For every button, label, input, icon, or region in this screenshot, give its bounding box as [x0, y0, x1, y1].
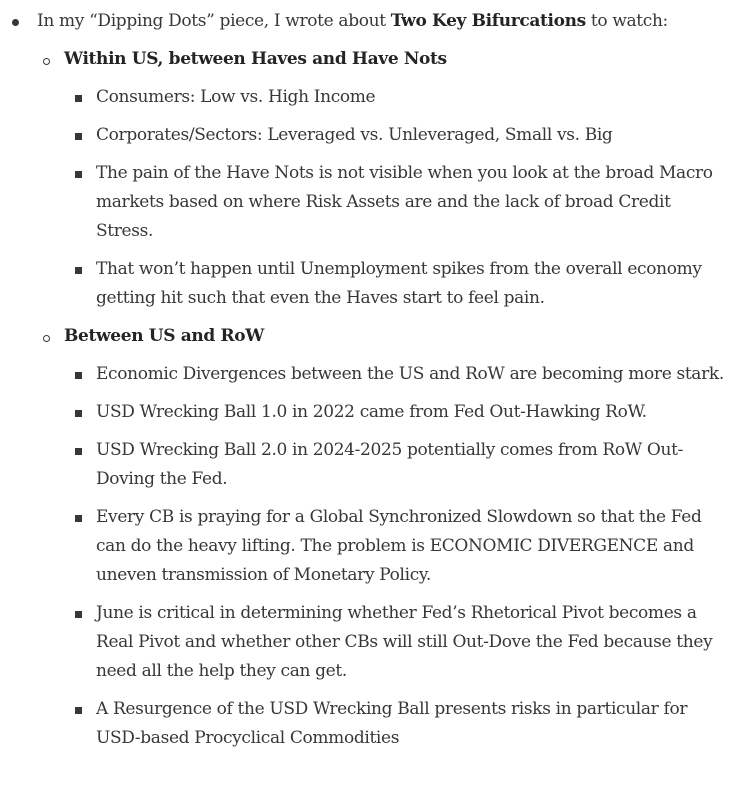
list-item-text: A Resurgence of the USD Wrecking Ball presents risks in particular for USD-based Procyclical Commodities — [96, 699, 688, 748]
list-item-text: USD Wrecking Ball 1.0 in 2022 came from Fed Out-Hawking RoW. — [96, 402, 647, 422]
list-item — [64, 159, 742, 246]
list-item-text: Corporates/Sectors: Leveraged vs. Unleveraged, Small vs. Big — [96, 125, 613, 145]
square-bullet-icon — [75, 372, 82, 379]
square-bullet-icon — [75, 171, 82, 178]
square-bullet-icon — [75, 410, 82, 417]
list-item — [64, 695, 742, 753]
square-bullet-icon — [75, 133, 82, 140]
section-items — [32, 360, 742, 753]
section-within-us — [32, 45, 742, 313]
square-bullet-icon — [75, 611, 82, 618]
section-heading: Between US and RoW — [64, 326, 265, 346]
hollow-circle-bullet-icon — [43, 335, 50, 342]
list-item — [64, 121, 742, 150]
list-item-text: USD Wrecking Ball 2.0 in 2024-2025 potentially comes from RoW Out-Doving the Fed. — [96, 440, 683, 489]
list-item — [64, 436, 742, 494]
intro-prefix: In my “Dipping Dots” piece, I wrote about — [37, 11, 391, 31]
list-item — [64, 360, 742, 389]
square-bullet-icon — [75, 267, 82, 274]
list-item — [64, 255, 742, 313]
list-item-text: Consumers: Low vs. High Income — [96, 87, 376, 107]
square-bullet-icon — [75, 707, 82, 714]
section-us-vs-row — [32, 322, 742, 753]
intro-suffix: to watch: — [585, 11, 668, 31]
hollow-circle-bullet-icon — [43, 58, 50, 65]
intro-bold: Two Key Bifurcations — [390, 11, 586, 31]
square-bullet-icon — [75, 95, 82, 102]
list-item-text: That won’t happen until Unemployment spikes from the overall economy getting hit such that even the Haves start to feel pain. — [96, 259, 702, 308]
filled-circle-bullet-icon — [12, 19, 19, 26]
section-items — [32, 83, 742, 313]
section-heading: Within US, between Haves and Have Nots — [64, 49, 447, 69]
list-item-text: The pain of the Have Nots is not visible when you look at the broad Macro markets based on where Risk Assets are and the lack of broad Credit Stress. — [96, 163, 713, 241]
list-item-text: June is critical in determining whether Fed’s Rhetorical Pivot becomes a Real Pivot and whether other CBs will still Out-Dove the Fed because they need all the help they can get. — [96, 603, 713, 681]
list-item — [64, 83, 742, 112]
sublist-bifurcations — [0, 45, 742, 753]
square-bullet-icon — [75, 515, 82, 522]
list-item — [64, 398, 742, 427]
list-item-text: Every CB is praying for a Global Synchronized Slowdown so that the Fed can do the heavy lifting. The problem is ECONOMIC DIVERGENCE and uneven transmission of Monetary Policy. — [96, 507, 702, 585]
list-item — [64, 599, 742, 686]
intro-text — [37, 7, 742, 36]
list-item — [64, 503, 742, 590]
square-bullet-icon — [75, 448, 82, 455]
list-item-text: Economic Divergences between the US and RoW are becoming more stark. — [96, 364, 724, 384]
